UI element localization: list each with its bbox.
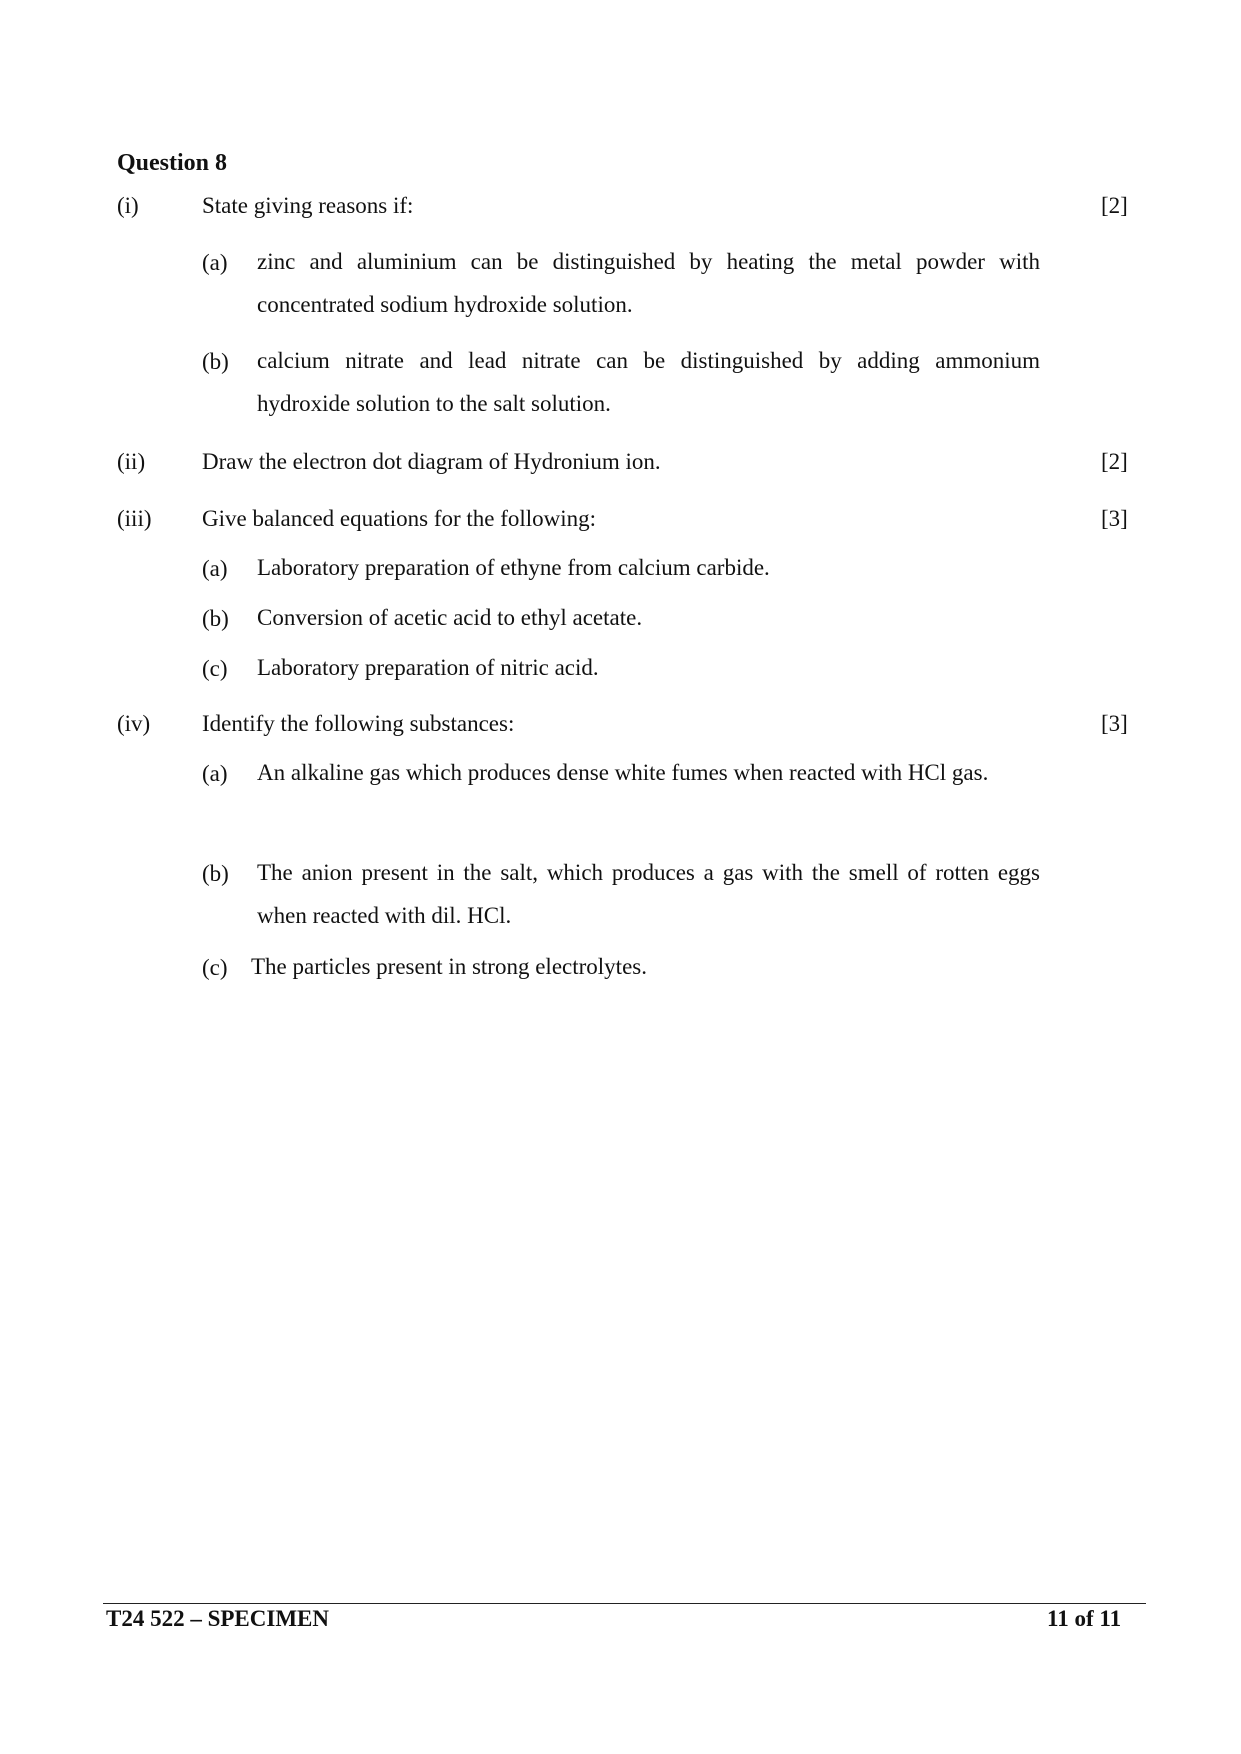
part-iv-sub-c-text: The particles present in strong electrolytes. — [251, 954, 647, 979]
part-iv-sub-a-text: An alkaline gas which produces dense white fumes when reacted with HCl gas. — [257, 760, 989, 785]
part-iv-marks: [3] — [1101, 711, 1128, 736]
part-i-text: State giving reasons if: — [202, 193, 414, 218]
part-iii-sub-a-text: Laboratory preparation of ethyne from calcium carbide. — [257, 555, 770, 580]
footer-divider — [103, 1603, 1146, 1604]
part-iv-sub-c-label: (c) — [202, 955, 228, 980]
part-ii-marks: [2] — [1101, 449, 1128, 474]
question-title: Question 8 — [117, 150, 228, 176]
part-iv-sub-a-label: (a) — [202, 761, 228, 786]
part-iv-number: (iv) — [117, 711, 151, 736]
part-iv-text: Identify the following substances: — [202, 711, 515, 736]
footer-page-number: 11 of 11 — [1047, 1606, 1122, 1631]
part-iii-sub-c-label: (c) — [202, 656, 228, 681]
part-iv-sub-b-text: The anion present in the salt, which produces a gas with the smell of rotten eggs when reacted with dil. HCl. — [257, 860, 1040, 928]
part-iii-marks: [3] — [1101, 506, 1128, 531]
part-iv-sub-b-label: (b) — [202, 861, 229, 886]
part-iii-sub-b-text: Conversion of acetic acid to ethyl acetate. — [257, 605, 643, 630]
part-iii-sub-b-label: (b) — [202, 606, 229, 631]
part-i-sub-a-label: (a) — [202, 250, 228, 275]
part-iii-text: Give balanced equations for the following: — [202, 506, 597, 531]
part-i-sub-a-text: zinc and aluminium can be distinguished by heating the metal powder with concentrated sodium hydroxide solution. — [257, 249, 1040, 317]
part-iii-number: (iii) — [117, 506, 152, 531]
part-ii-text: Draw the electron dot diagram of Hydronium ion. — [202, 449, 661, 474]
part-iii-sub-c-text: Laboratory preparation of nitric acid. — [257, 655, 599, 680]
part-ii-number: (ii) — [117, 449, 146, 474]
part-i-number: (i) — [117, 193, 139, 218]
part-i-sub-b-label: (b) — [202, 349, 229, 374]
part-i-sub-b-text: calcium nitrate and lead nitrate can be distinguished by adding ammonium hydroxide solution to the salt solution. — [257, 348, 1040, 416]
part-iii-sub-a-label: (a) — [202, 556, 228, 581]
footer-paper-code: T24 522 – SPECIMEN — [106, 1606, 329, 1631]
part-i-marks: [2] — [1101, 193, 1128, 218]
